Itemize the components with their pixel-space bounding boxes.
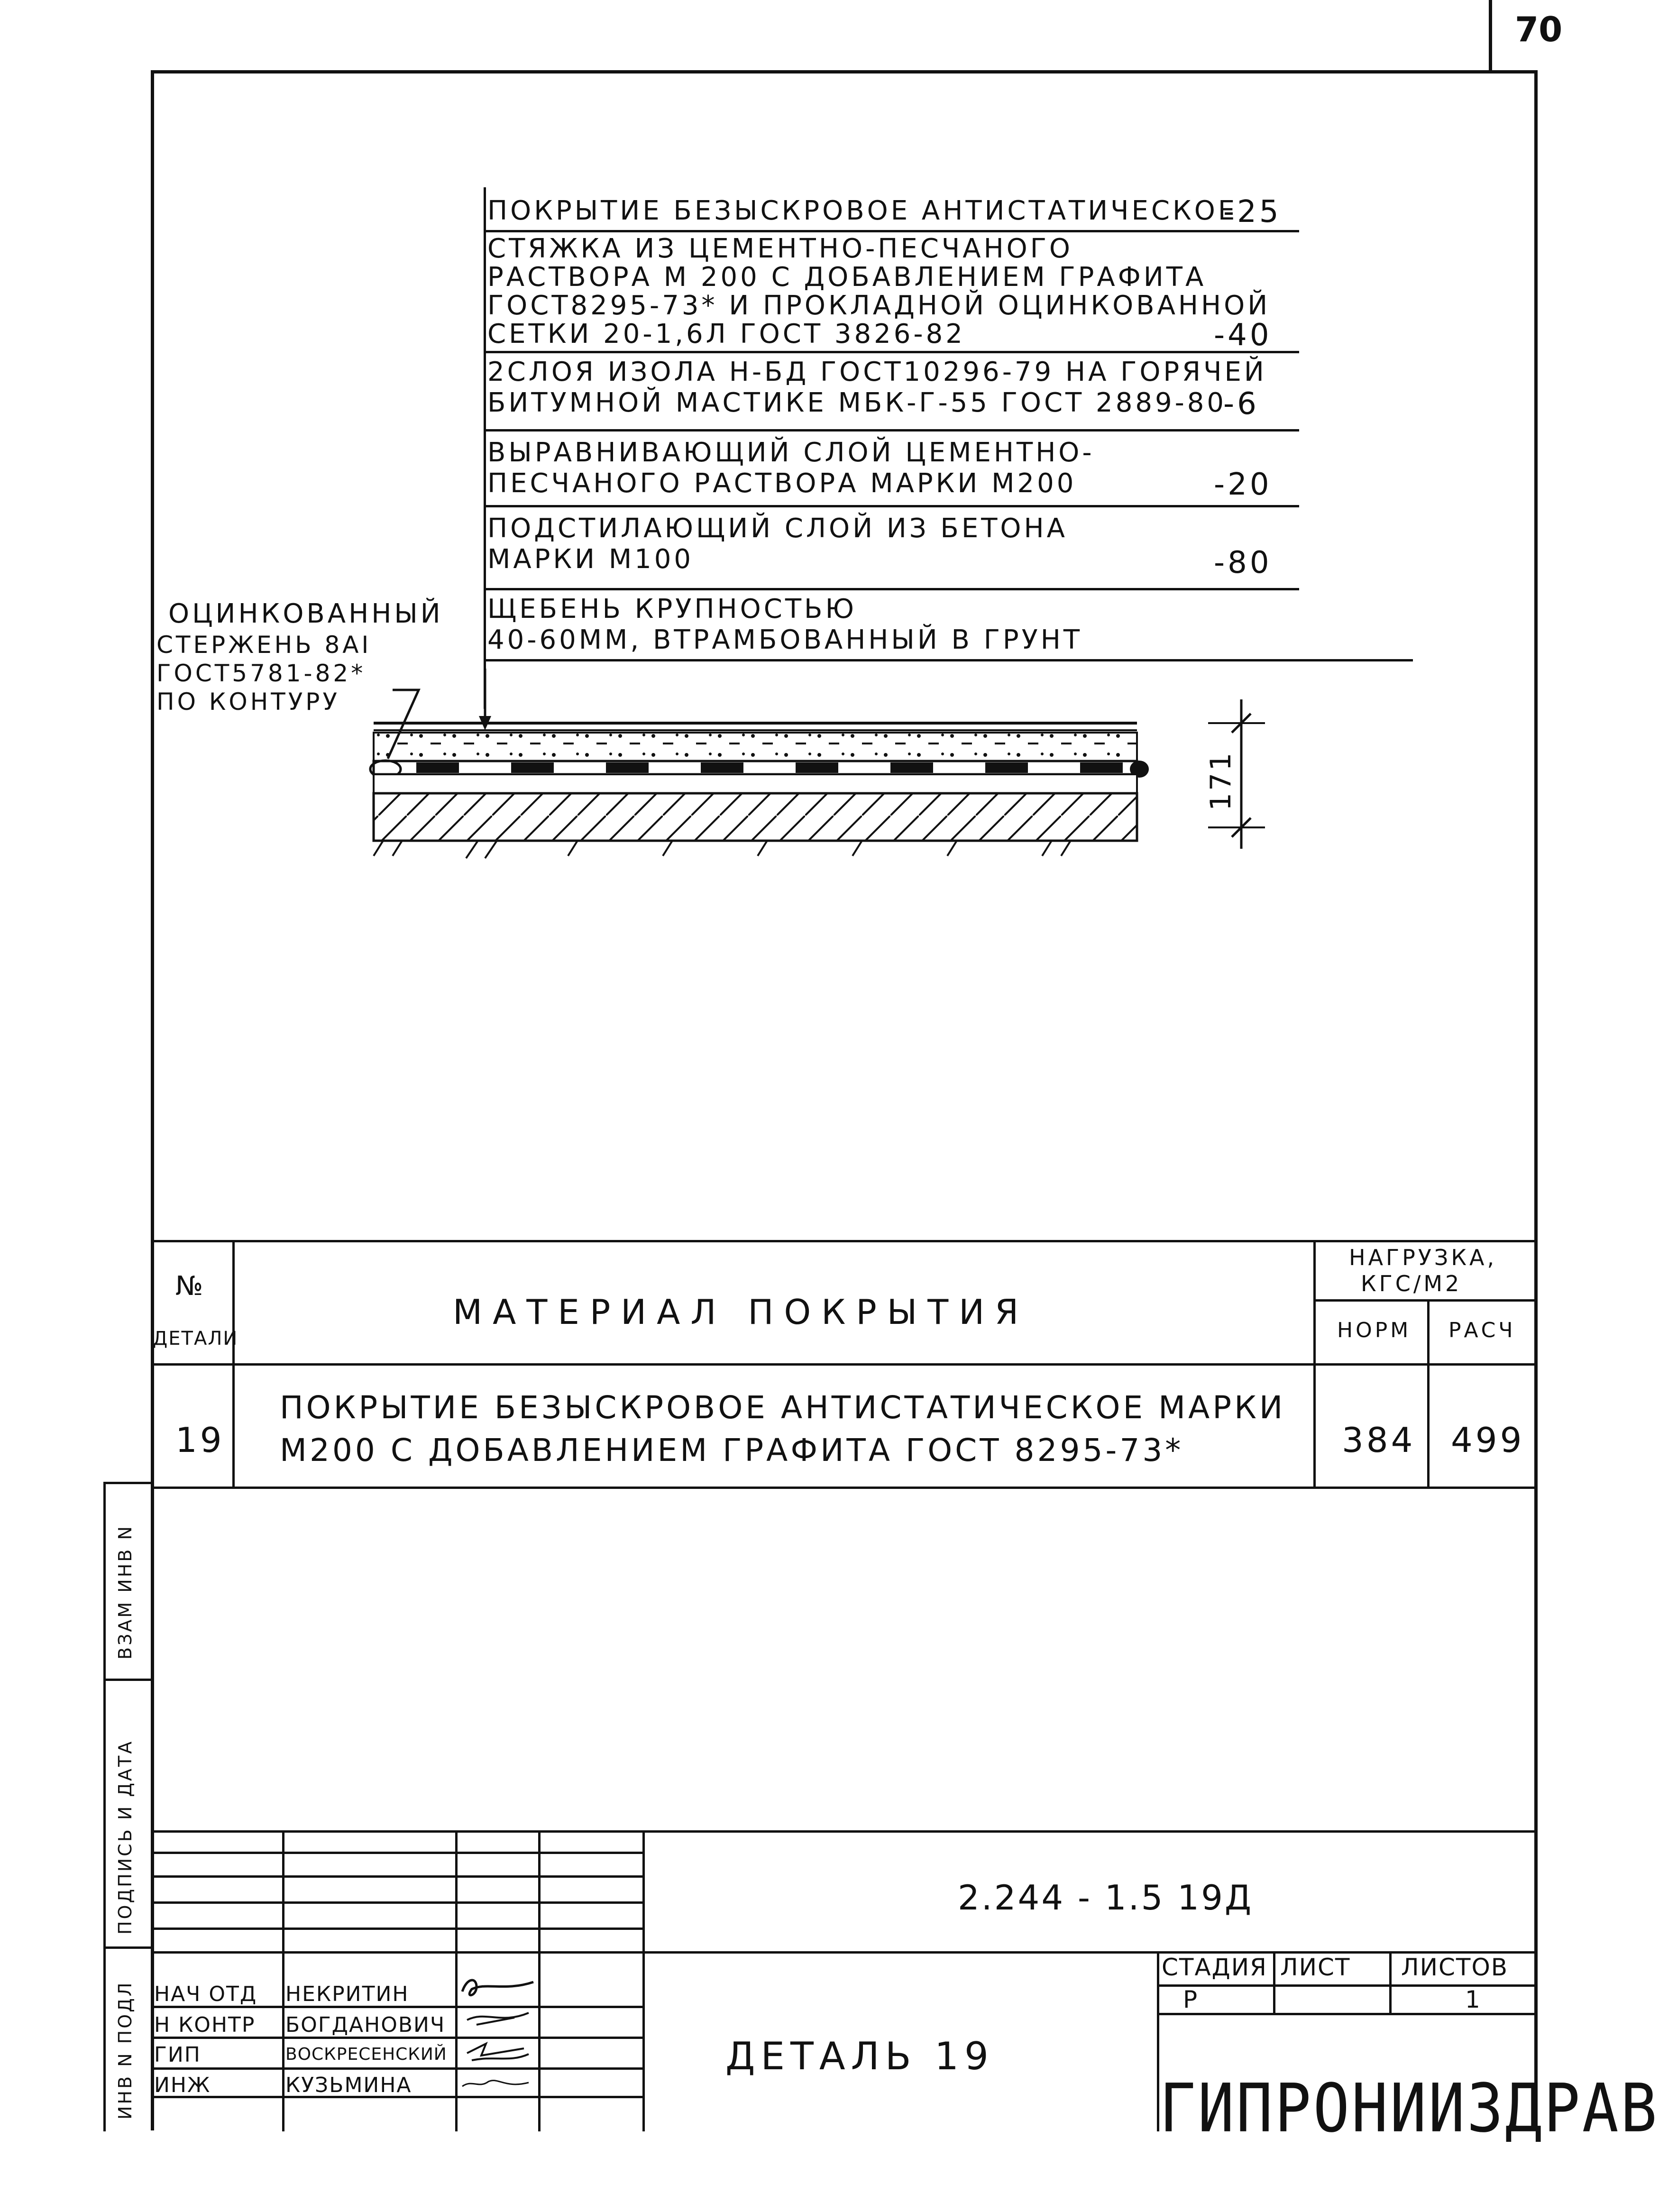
tb-stage-vrule-2 (1389, 1951, 1392, 2013)
table-vrule-2 (1313, 1240, 1316, 1487)
table-vrule-1 (232, 1240, 235, 1487)
tb-vrule-1 (282, 1830, 284, 2131)
layer-3-text-2: БИТУМНОЙ МАСТИКЕ МБК-Г-55 ГОСТ 2889-80 (487, 387, 1227, 418)
col-norm-header: НОРМ (1337, 1318, 1412, 1342)
legend-rule-1 (484, 230, 1299, 232)
row-calc: 499 (1451, 1420, 1525, 1460)
layer-1-text: ПОКРЫТИЕ БЕЗЫСКРОВОЕ АНТИСТАТИЧЕСКОЕ (487, 195, 1238, 226)
tb-row-8 (151, 2067, 644, 2070)
stamp-outer-rule (103, 1482, 106, 2131)
table-vrule-3 (1427, 1299, 1430, 1487)
stamp-rule-2 (103, 1679, 151, 1681)
tb-vrule-3 (538, 1830, 541, 2131)
stamp-sign-date: ПОДПИСЬ И ДАТА (115, 1739, 136, 1935)
stamp-inv-podl: ИНВ N ПОДЛ (115, 1981, 136, 2120)
signer-3-role: ГИП (154, 2043, 201, 2067)
signer-2-name: БОГДАНОВИЧ (285, 2013, 446, 2037)
layer-2-text-1: СТЯЖКА ИЗ ЦЕМЕНТНО-ПЕСЧАНОГО (487, 233, 1073, 264)
layer-2-text-2: РАСТВОРА М 200 С ДОБАВЛЕНИЕМ ГРАФИТА (487, 262, 1207, 293)
table-top-rule (151, 1240, 1538, 1242)
callout-line-1: ОЦИНКОВАННЫЙ (168, 598, 443, 629)
tb-row-2 (151, 1875, 644, 1878)
col-no-header-2: ДЕТАЛИ (153, 1328, 238, 1349)
tb-top-rule (151, 1830, 1538, 1833)
layer-4-text-1: ВЫРАВНИВАЮЩИЙ СЛОЙ ЦЕМЕНТНО- (487, 437, 1095, 468)
layer-3-text-1: 2СЛОЯ ИЗОЛА Н-БД ГОСТ10296-79 НА ГОРЯЧЕЙ (487, 357, 1267, 387)
stamp-rule-3 (103, 1946, 151, 1949)
row-material-1: ПОКРЫТИЕ БЕЗЫСКРОВОЕ АНТИСТАТИЧЕСКОЕ МАРКИ (280, 1389, 1286, 1426)
stage-value: Р (1183, 1986, 1201, 2013)
stamp-vzam-inv: ВЗАМ ИНВ N (115, 1524, 136, 1660)
signer-3-name: ВОСКРЕСЕНСКИЙ (285, 2045, 447, 2064)
signer-4-name: КУЗЬМИНА (285, 2073, 412, 2097)
doc-code: 2.244 - 1.5 19Д (958, 1878, 1254, 1918)
legend-rule-2 (484, 351, 1299, 353)
organization-logo: ГИПРОНИИЗДРАВ (1159, 2070, 1659, 2148)
callout-line-3: ГОСТ5781-82* (156, 660, 366, 687)
row-no: 19 (175, 1420, 225, 1460)
floor-section-drawing (151, 616, 1289, 882)
layer-5-thickness: -80 (1214, 545, 1272, 580)
layer-4-text-2: ПЕСЧАНОГО РАСТВОРА МАРКИ М200 (487, 468, 1077, 499)
col-material-header: МАТЕРИАЛ ПОКРЫТИЯ (453, 1292, 1029, 1332)
tb-row-4 (151, 1927, 644, 1930)
signature-marks (458, 1973, 538, 2101)
stamp-rule-1 (103, 1482, 151, 1484)
sheets-value: 1 (1465, 1986, 1483, 2013)
callout-line-2: СТЕРЖЕНЬ 8АI (156, 631, 372, 659)
tb-row-3 (151, 1901, 644, 1904)
sheet-label: ЛИСТ (1280, 1954, 1351, 1981)
legend-rule-5 (484, 588, 1299, 590)
drawing-title: ДЕТАЛЬ 19 (725, 2034, 994, 2078)
signer-2-role: Н КОНТР (154, 2013, 256, 2037)
row-material-2: М200 С ДОБАВЛЕНИЕМ ГРАФИТА ГОСТ 8295-73* (280, 1432, 1184, 1469)
signer-1-name: НЕКРИТИН (285, 1982, 409, 2006)
layer-4-thickness: -20 (1214, 467, 1272, 502)
sheets-label: ЛИСТОВ (1401, 1954, 1509, 1981)
layer-6-text-2: 40-60ММ, ВТРАМБОВАННЫЙ В ГРУНТ (487, 624, 1083, 655)
legend-rule-4 (484, 505, 1299, 507)
row-norm: 384 (1342, 1420, 1416, 1460)
page-number: 70 (1515, 9, 1563, 49)
col-no-header-1: № (175, 1271, 206, 1302)
legend-rule-3 (484, 429, 1299, 431)
layer-3-thickness: -6 (1223, 386, 1259, 422)
layer-5-text-2: МАРКИ М100 (487, 544, 694, 575)
signer-1-role: НАЧ ОТД (154, 1982, 257, 2006)
tb-row-1 (151, 1852, 644, 1854)
col-load-header-2: КГС/М2 (1361, 1271, 1462, 1296)
stage-label: СТАДИЯ (1162, 1954, 1267, 1981)
layer-6-text-1: ЩЕБЕНЬ КРУПНОСТЬЮ (487, 594, 857, 624)
signer-4-role: ИНЖ (154, 2073, 211, 2097)
table-load-subrule (1313, 1299, 1538, 1302)
callout-line-4: ПО КОНТУРУ (156, 688, 340, 716)
layer-5-text-1: ПОДСТИЛАЮЩИЙ СЛОЙ ИЗ БЕТОНА (487, 513, 1068, 544)
tb-vrule-4 (642, 1830, 645, 2131)
layer-2-text-4: СЕТКИ 20-1,6Л ГОСТ 3826-82 (487, 319, 965, 349)
layer-2-text-3: ГОСТ8295-73* И ПРОКЛАДНОЙ ОЦИНКОВАННОЙ (487, 290, 1271, 321)
layer-2-thickness: -40 (1214, 318, 1272, 353)
col-calc-header: РАСЧ (1448, 1318, 1516, 1342)
layer-1-thickness: -25 (1223, 194, 1282, 229)
table-bottom-rule (151, 1487, 1538, 1489)
tb-stage-vrule-1 (1273, 1951, 1275, 2013)
dimension-value: 171 (1204, 751, 1237, 811)
table-header-rule (151, 1363, 1538, 1366)
col-load-header-1: НАГРУЗКА, (1349, 1245, 1497, 1270)
